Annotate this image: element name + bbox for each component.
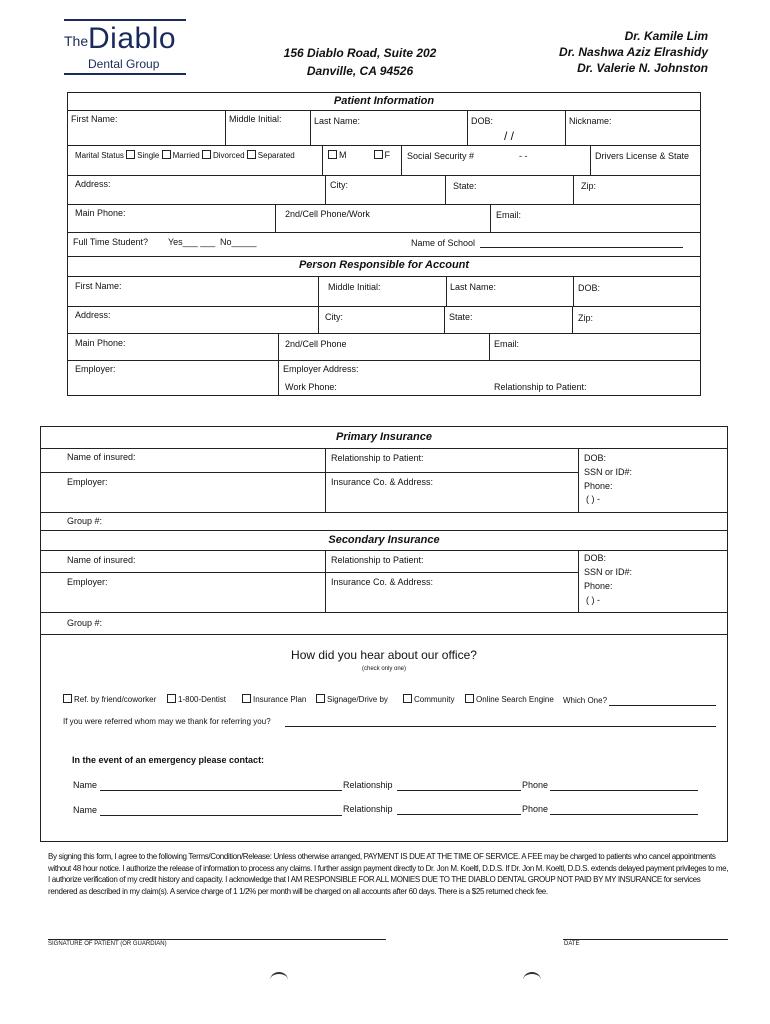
- referral-option-4: [316, 694, 388, 704]
- punch-hole-left: [270, 972, 288, 988]
- married-label: Married: [172, 151, 200, 160]
- emergency-relationship-line-2[interactable]: [397, 814, 521, 815]
- responsible-cell-phone-label: 2nd/Cell Phone: [285, 339, 347, 349]
- license-label: Drivers License & State: [595, 151, 690, 161]
- date-line[interactable]: [563, 939, 728, 940]
- primary-group-label: Group #:: [67, 516, 103, 526]
- punch-hole-right: [523, 972, 541, 988]
- student-label: Full Time Student?: [73, 237, 149, 247]
- emergency-relationship-line-1[interactable]: [397, 790, 521, 791]
- logo-the: The: [64, 33, 89, 49]
- separated-label: Separated: [257, 151, 295, 160]
- responsible-main-phone-label: Main Phone:: [75, 338, 126, 348]
- emergency-name-label-1: Name: [73, 780, 98, 790]
- divorced-checkbox[interactable]: [202, 150, 211, 159]
- secondary-insurance-title: Secondary Insurance: [328, 534, 440, 546]
- responsible-state-label: State:: [449, 312, 473, 322]
- referral-thank-label: If you were referred whom may we thank for referring you?: [63, 717, 271, 726]
- patient-state-label: State:: [453, 181, 477, 191]
- responsible-employer-label: Employer:: [75, 364, 116, 374]
- sex-group: [328, 150, 390, 160]
- female-checkbox[interactable]: [374, 150, 383, 159]
- emergency-phone-label-1: Phone: [522, 780, 549, 790]
- emergency-name-label-2: Name: [73, 805, 98, 815]
- patient-section: [67, 92, 701, 396]
- referral-option-2: [167, 694, 226, 704]
- ssn-dashes: - -: [519, 151, 528, 161]
- responsible-work-phone-label: Work Phone:: [285, 382, 337, 392]
- referral-online-label: Online Search Engine: [476, 695, 554, 704]
- primary-name-insured-label: Name of insured:: [67, 452, 136, 462]
- responsible-email-label: Email:: [494, 339, 520, 349]
- emergency-relationship-label-2: Relationship: [343, 804, 393, 814]
- ssn-label: Social Security #: [407, 151, 475, 161]
- referral-online-checkbox[interactable]: [465, 694, 474, 703]
- responsible-dob-label: DOB:: [578, 283, 601, 293]
- responsible-section-title: Person Responsible for Account: [298, 259, 470, 271]
- referral-community-label: Community: [414, 695, 455, 704]
- married-checkbox[interactable]: [162, 150, 171, 159]
- responsible-last-name-label: Last Name:: [450, 282, 497, 292]
- primary-insurance-co-label: Insurance Co. & Address:: [331, 477, 434, 487]
- patient-dob-label: DOB:: [471, 116, 494, 126]
- primary-employer-label: Employer:: [67, 477, 108, 487]
- primary-ssn-label: SSN or ID#:: [584, 467, 633, 477]
- secondary-employer-label: Employer:: [67, 577, 108, 587]
- referral-signage-label: Signage/Drive by: [327, 695, 388, 704]
- school-label: Name of School: [411, 238, 476, 248]
- patient-zip-label: Zip:: [581, 181, 597, 191]
- single-checkbox[interactable]: [126, 150, 135, 159]
- office-address: [270, 44, 450, 80]
- referral-insurance-checkbox[interactable]: [242, 694, 251, 703]
- referral-thank-line[interactable]: [285, 726, 716, 727]
- school-line[interactable]: [480, 247, 683, 248]
- address-line-2: Danville, CA 94526: [306, 64, 414, 78]
- signature-label: SIGNATURE OF PATIENT (OR GUARDIAN): [48, 941, 167, 947]
- patient-middle-initial-label: Middle Initial:: [229, 114, 282, 124]
- patient-dob-slashes: / /: [504, 129, 515, 143]
- patient-city-label: City:: [330, 180, 348, 190]
- secondary-ssn-label: SSN or ID#:: [584, 567, 633, 577]
- separated-checkbox[interactable]: [247, 150, 256, 159]
- doctor-list: [559, 28, 708, 76]
- terms-paragraph: By signing this form, I agree to the following Terms/Condition/Release: Unless otherwise arranged, PAYMENT IS DUE AT THE TIME OF SERVICE. A FEE may be charged to patients who cancel appointments without 48 hour notice. I authorize the release of information to process any claims. I further assign payment directly to Dr. Jon M. Koeltl, D.D.S. If Dr. Jon M. Koeltl, D.D.S. extends delayed payment privileges to me, I authorize verification of my credit history and capacity. I acknowledge that I AM RESPONSIBLE FOR ALL MONIES DUE TO THE DIABLO DENTAL GROUP NOT PAID BY MY INSURANCE for services rendered as described in my claim(s). A service charge of 1 1/2% per month will be charged on all accounts after 60 days. There is a $25 returned check fee.: [48, 852, 729, 896]
- referral-friend-label: Ref. by friend/coworker: [74, 695, 157, 704]
- referral-hint: (check only one): [361, 666, 407, 672]
- primary-relationship-label: Relationship to Patient:: [331, 453, 424, 463]
- emergency-relationship-label-1: Relationship: [343, 780, 393, 790]
- responsible-city-label: City:: [325, 312, 343, 322]
- responsible-zip-label: Zip:: [578, 313, 594, 323]
- secondary-phone-format: ( ) -: [586, 595, 600, 605]
- date-label: DATE: [564, 941, 580, 947]
- address-line-1: 156 Diablo Road, Suite 202: [283, 46, 437, 60]
- responsible-middle-initial-label: Middle Initial:: [328, 282, 381, 292]
- referral-option-5: [403, 694, 454, 704]
- doctor-1: Dr. Kamile Lim: [624, 29, 708, 43]
- referral-option-3: [242, 694, 306, 704]
- secondary-phone-label: Phone:: [584, 581, 613, 591]
- patient-cell-phone-label: 2nd/Cell Phone/Work: [285, 209, 370, 219]
- single-label: Single: [137, 151, 160, 160]
- logo-subtitle: Dental Group: [88, 57, 160, 71]
- emergency-name-line-1[interactable]: [100, 790, 342, 791]
- patient-main-phone-label: Main Phone:: [75, 208, 126, 218]
- doctor-3: Dr. Valerie N. Johnston: [577, 61, 708, 75]
- emergency-name-line-2[interactable]: [100, 815, 342, 816]
- primary-phone-label: Phone:: [584, 481, 613, 491]
- emergency-title: In the event of an emergency please contact:: [72, 755, 265, 765]
- primary-dob-label: DOB:: [584, 453, 607, 463]
- marital-status-label: Marital Status: [75, 151, 124, 160]
- divorced-label: Divorced: [212, 151, 245, 160]
- primary-phone-format: ( ) -: [586, 494, 600, 504]
- patient-first-name-label: First Name:: [71, 114, 118, 124]
- referral-1800-label: 1-800-Dentist: [178, 695, 227, 704]
- referral-which-one-label: Which One?: [563, 696, 608, 705]
- student-no: No_____: [220, 237, 257, 247]
- emergency-phone-line-2[interactable]: [550, 814, 698, 815]
- logo-bottom-rule: [64, 73, 186, 75]
- referral-1800-checkbox[interactable]: [167, 694, 176, 703]
- responsible-address-label: Address:: [75, 310, 111, 320]
- secondary-relationship-label: Relationship to Patient:: [331, 555, 424, 565]
- student-yes: Yes___ ___: [168, 237, 216, 247]
- logo-name: Diablo: [88, 22, 177, 55]
- marital-status-group: [75, 150, 295, 160]
- patient-address-label: Address:: [75, 179, 111, 189]
- referral-community-checkbox[interactable]: [403, 694, 412, 703]
- referral-option-1: [63, 694, 156, 704]
- patient-nickname-label: Nickname:: [569, 116, 612, 126]
- male-checkbox[interactable]: [328, 150, 337, 159]
- emergency-phone-line-1[interactable]: [550, 790, 698, 791]
- patient-last-name-label: Last Name:: [314, 116, 361, 126]
- male-label: M: [339, 150, 347, 160]
- secondary-dob-label: DOB:: [584, 553, 607, 563]
- doctor-2: Dr. Nashwa Aziz Elrashidy: [559, 45, 708, 59]
- emergency-phone-label-2: Phone: [522, 804, 549, 814]
- responsible-employer-address-label: Employer Address:: [283, 364, 359, 374]
- referral-option-6: [465, 694, 554, 704]
- referral-signage-checkbox[interactable]: [316, 694, 325, 703]
- secondary-group-label: Group #:: [67, 618, 103, 628]
- secondary-insurance-co-label: Insurance Co. & Address:: [331, 577, 434, 587]
- secondary-name-insured-label: Name of insured:: [67, 555, 136, 565]
- referral-question: How did you hear about our office?: [291, 648, 477, 662]
- primary-insurance-title: Primary Insurance: [336, 431, 432, 443]
- signature-line[interactable]: [48, 939, 386, 940]
- female-label: F: [384, 150, 391, 160]
- referral-friend-checkbox[interactable]: [63, 694, 72, 703]
- referral-insurance-label: Insurance Plan: [253, 695, 307, 704]
- responsible-first-name-label: First Name:: [75, 281, 122, 291]
- referral-which-one-line[interactable]: [609, 705, 716, 706]
- patient-section-title: Patient Information: [333, 95, 435, 107]
- patient-email-label: Email:: [496, 210, 522, 220]
- logo-top-rule: [64, 19, 186, 21]
- responsible-relationship-label: Relationship to Patient:: [494, 382, 587, 392]
